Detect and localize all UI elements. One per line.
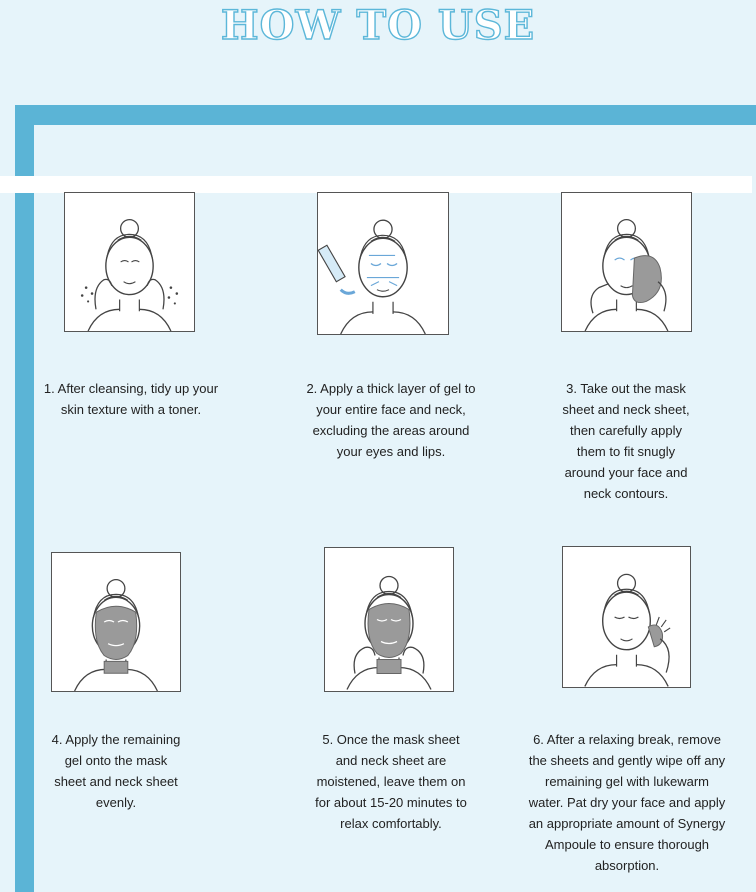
step-4-illustration — [51, 552, 181, 692]
step-2-text: 2. Apply a thick layer of gel to your entire face and neck, excluding the areas around your eyes and lips. — [306, 381, 476, 459]
mask-on-face-illustration — [52, 553, 180, 691]
step-2-illustration — [317, 192, 449, 335]
face-washing-illustration — [65, 193, 194, 331]
step-3-text: 3. Take out the mask sheet and neck sheet, then carefully apply them to fit snugly around your face and neck contours. — [562, 381, 690, 501]
mask-applying-illustration — [562, 193, 691, 331]
panel-top-border — [15, 105, 756, 125]
page-title: HOW TO USE — [220, 2, 536, 49]
gel-application-illustration — [318, 193, 448, 334]
step-3-illustration — [561, 192, 692, 332]
panel-left-border — [15, 105, 34, 892]
step-6-text: 6. After a relaxing break, remove the sheets and gently wipe off any remaining gel with lukewarm water. Pat dry your face and apply an appropriate amount of Synergy Ampoule to ensure thorough absorption. — [528, 732, 726, 873]
step-6-illustration — [562, 546, 691, 688]
step-5-text: 5. Once the mask sheet and neck sheet are moistened, leave them on for about 15-20 minutes to relax comfortably. — [315, 732, 467, 831]
step-1-illustration — [64, 192, 195, 332]
divider-band — [0, 176, 752, 193]
step-5-illustration — [324, 547, 454, 692]
step-4-text: 4. Apply the remaining gel onto the mask sheet and neck sheet evenly. — [51, 732, 181, 810]
mask-relaxing-illustration — [325, 548, 453, 691]
mask-removing-illustration — [563, 547, 690, 687]
step-1-text: 1. After cleansing, tidy up your skin texture with a toner. — [43, 381, 219, 417]
panel-inner — [34, 125, 756, 175]
